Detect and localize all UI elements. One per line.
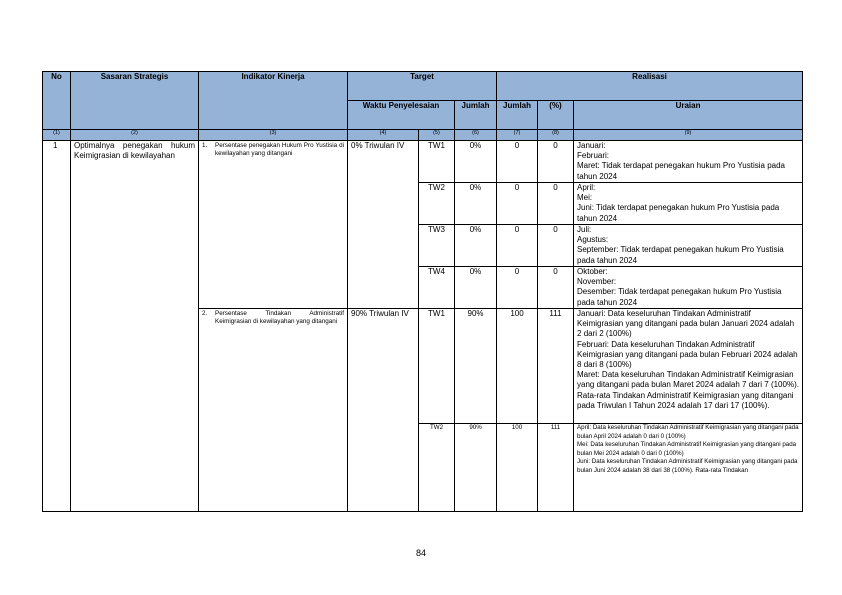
header-persen: (%) (538, 101, 574, 130)
performance-table (42, 71, 803, 512)
table-row (43, 141, 803, 183)
realisasi-jumlah: 0 (497, 183, 538, 225)
indikator-number: 1. (202, 142, 208, 149)
target-jumlah: 0% (455, 225, 497, 267)
uraian (574, 225, 803, 267)
indikator-cell (199, 141, 348, 309)
uraian-line: Desember: Tidak terdapat penegakan hukum Pro Yustisia pada tahun 2024 (577, 287, 782, 307)
realisasi-persen: 0 (538, 183, 574, 225)
triwulan: TW1 (419, 141, 455, 183)
col-number: (2) (71, 130, 199, 141)
col-number: (9) (574, 130, 803, 141)
row-number: 1 (43, 141, 71, 512)
target-jumlah: 0% (455, 183, 497, 225)
target-jumlah: 0% (455, 141, 497, 183)
triwulan: TW3 (419, 225, 455, 267)
realisasi-jumlah: 0 (497, 267, 538, 309)
col-number: (8) (538, 130, 574, 141)
uraian-line: April: Data keseluruhan Tindakan Administratif Keimigrasian yang ditangani pada bulan April 2024 adalah 0 dari 0 (100%) (577, 424, 799, 440)
triwulan: TW2 (419, 424, 455, 512)
uraian-line: Juni: Tidak terdapat penegakan hukum Pro Yustisia pada tahun 2024 (577, 203, 780, 223)
col-number: (4) (348, 130, 419, 141)
uraian-line: Februari: Data keseluruhan Tindakan Administratif Keimigrasian yang ditangani pada bulan Februari 2024 adalah 8 dari 8 (100%) (577, 339, 798, 370)
uraian-line: April: (577, 183, 596, 192)
uraian-line: November: (577, 277, 617, 287)
uraian-line: Maret: Tidak terdapat penegakan hukum Pro Yustisia pada tahun 2024 (577, 161, 785, 181)
uraian-line: Februari: (577, 151, 610, 161)
uraian (574, 309, 803, 424)
realisasi-persen: 111 (538, 424, 574, 512)
uraian-line: Juli: (577, 225, 592, 234)
uraian-line: September: Tidak terdapat penegakan hukum Pro Yustisia pada tahun 2024 (577, 245, 784, 265)
col-number: (7) (497, 130, 538, 141)
col-number: (1) (43, 130, 71, 141)
indikator-cell (199, 309, 348, 512)
col-number: (5) (419, 130, 455, 141)
uraian (574, 141, 803, 183)
realisasi-persen: 0 (538, 267, 574, 309)
header-sasaran-strategis: Sasaran Strategis (71, 72, 199, 130)
header-waktu-penyelesaian: Waktu Penyelesaian (348, 101, 455, 130)
uraian-line: Maret: Data keseluruhan Tindakan Administratif Keimigrasian yang ditangani pada bulan Maret 2024 adalah 7 dari 7 (100%). Rata-rata Tindakan Administratif Keimigrasian yang ditangani pada Triwulan I Tahun 2024 adalah 17 dari 17 (100%). (577, 370, 799, 410)
col-number: (3) (199, 130, 348, 141)
header-jumlah-realisasi: Jumlah (497, 101, 538, 130)
header-realisasi: Realisasi (497, 72, 803, 101)
waktu-penyelesaian: 90% Triwulan IV (348, 309, 419, 512)
indikator-name: Persentase Tindakan Administratif Keimigrasian di kewilayahan yang ditangani (215, 310, 344, 326)
target-jumlah: 90% (455, 424, 497, 512)
indikator-name: Persentase penegakan Hukum Pro Yustisia di kewilayahan yang ditangani (215, 142, 344, 158)
realisasi-jumlah: 0 (497, 225, 538, 267)
realisasi-persen: 111 (538, 309, 574, 424)
header-jumlah-target: Jumlah (455, 101, 497, 130)
triwulan: TW2 (419, 183, 455, 225)
uraian (574, 267, 803, 309)
realisasi-persen: 0 (538, 225, 574, 267)
waktu-penyelesaian: 0% Triwulan IV (348, 141, 419, 309)
uraian-line: Mei: Data keseluruhan Tindakan Administratif Keimigrasian yang ditangani pada bulan Mei 2024 adalah 0 dari 0 (100%) (577, 441, 797, 457)
uraian-line: Januari: (577, 141, 606, 150)
uraian (574, 424, 803, 512)
header-uraian: Uraian (574, 101, 803, 130)
header-indikator-kinerja: Indikator Kinerja (199, 72, 348, 130)
uraian-line: Mei: (577, 193, 593, 203)
realisasi-jumlah: 0 (497, 141, 538, 183)
target-jumlah: 90% (455, 309, 497, 424)
target-jumlah: 0% (455, 267, 497, 309)
header-no: No (43, 72, 71, 130)
sasaran-strategis: Optimalnya penegakan hukum Keimigrasian di kewilayahan (71, 141, 199, 512)
triwulan: TW4 (419, 267, 455, 309)
uraian-line: Juni: Data keseluruhan Tindakan Administratif Keimigrasian yang ditangani pada bulan Juni 2024 adalah 38 dari 38 (100%). Rata-rata Tindakan (577, 458, 798, 474)
realisasi-jumlah: 100 (497, 309, 538, 424)
triwulan: TW1 (419, 309, 455, 424)
uraian-line: Agustus: (577, 235, 609, 245)
uraian (574, 183, 803, 225)
uraian-line: Januari: Data keseluruhan Tindakan Administratif Keimigrasian yang ditangani pada bulan Januari 2024 adalah 2 dari 2 (100%) (577, 309, 795, 339)
realisasi-jumlah: 100 (497, 424, 538, 512)
col-number: (6) (455, 130, 497, 141)
header-target: Target (348, 72, 497, 101)
indikator-number: 2. (202, 310, 208, 317)
uraian-line: Oktober: (577, 267, 608, 276)
realisasi-persen: 0 (538, 141, 574, 183)
page-number: 84 (415, 548, 426, 558)
